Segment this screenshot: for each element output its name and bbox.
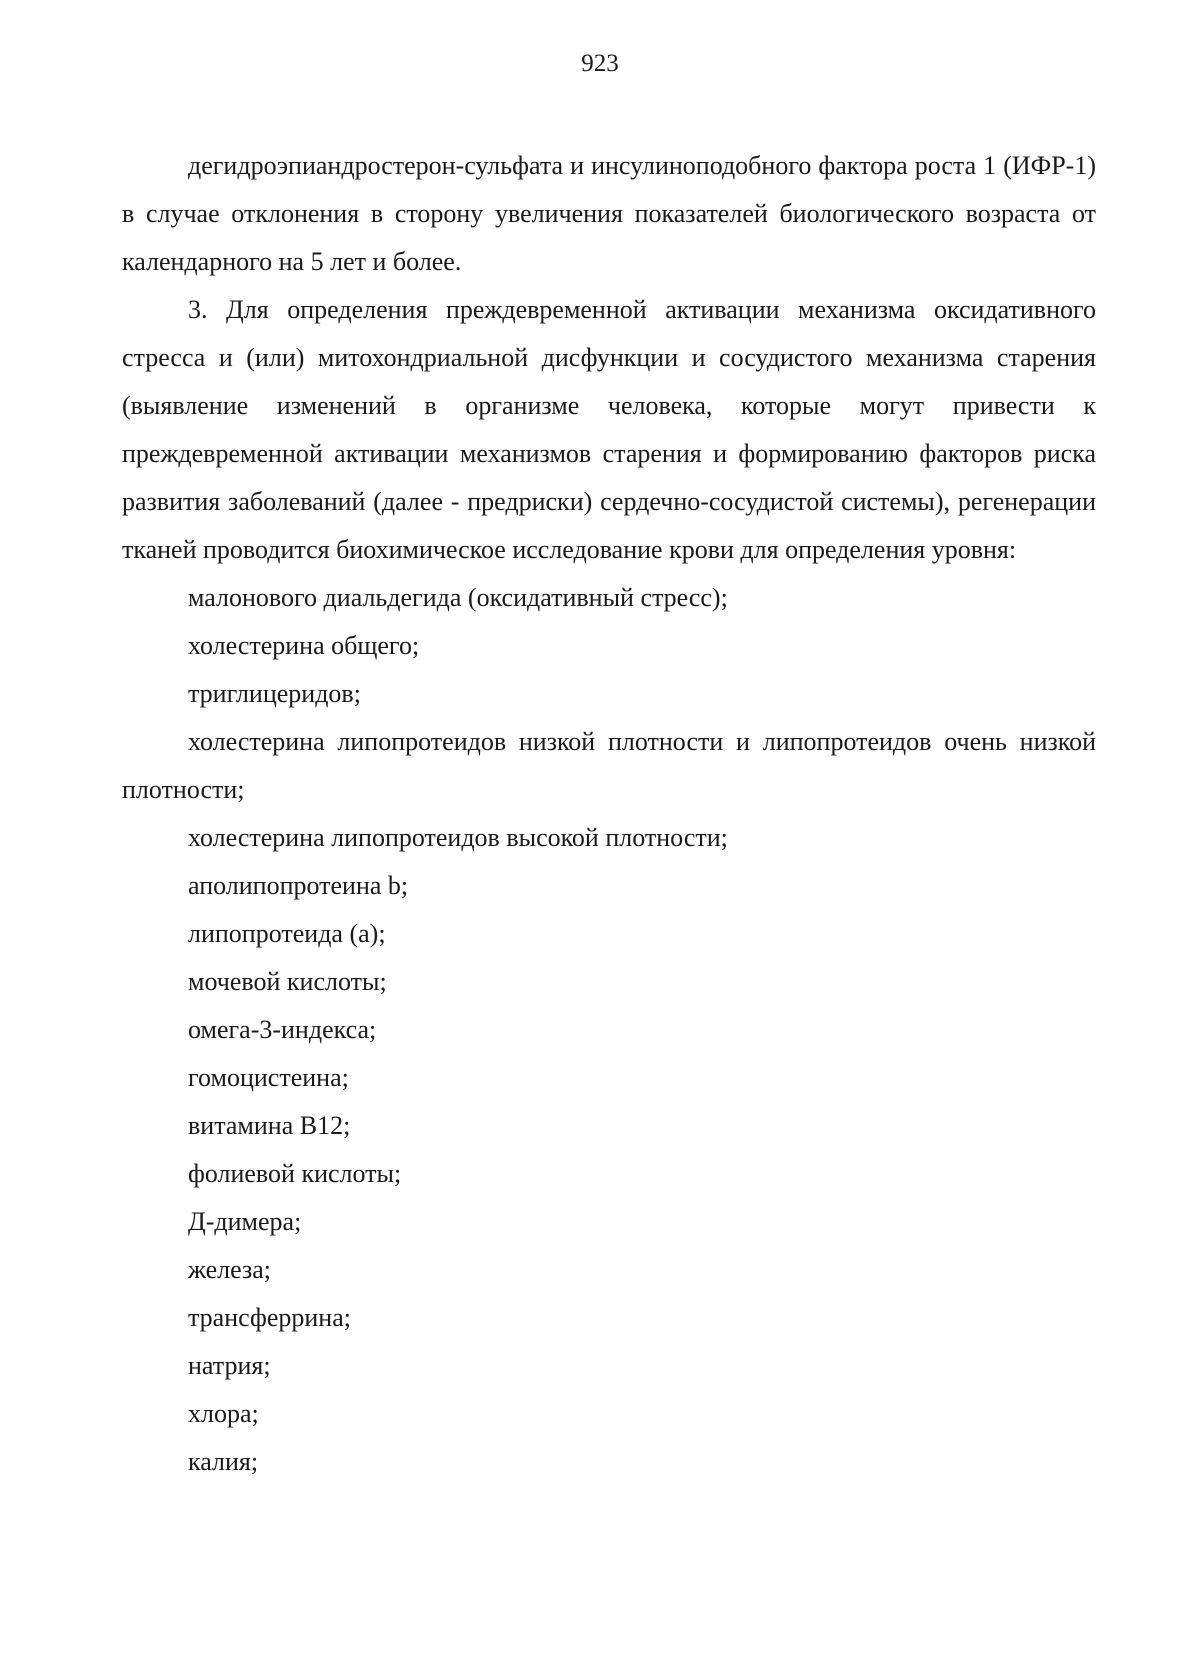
list-item: железа; — [188, 1255, 272, 1284]
list-item: хлора; — [188, 1399, 259, 1428]
list-item: холестерина липопротеидов высокой плотности; — [188, 823, 728, 852]
list-item: омега-3-индекса; — [188, 1015, 377, 1044]
continuation-paragraph: дегидроэпиандростерон-сульфата и инсулиноподобного фактора роста 1 (ИФР-1) в случае отклонения в сторону увеличения показателей биологического возраста от календарного на 5 лет и более. — [122, 151, 1096, 276]
paragraph-3: 3. Для определения преждевременной активации механизма оксидативного стресса и (или) митохондриальной дисфункции и сосудистого механизма старения (выявление изменений в организме человека, которые могут привести к преждевременной активации механизмов старения и формированию факторов риска развития заболеваний (далее - предриски) сердечно-сосудистой системы), регенерации тканей проводится биохимическое исследование крови для определения уровня: — [122, 295, 1096, 564]
list-item: витамина В12; — [188, 1111, 351, 1140]
list-item: натрия; — [188, 1351, 271, 1380]
list-item: трансферрина; — [188, 1303, 351, 1332]
document-body — [122, 142, 1096, 1486]
list-item: мочевой кислоты; — [188, 967, 387, 996]
list-item: холестерина липопротеидов низкой плотности и липопротеидов очень низкой плотности; — [122, 727, 1096, 804]
list-item: малонового диальдегида (оксидативный стресс); — [188, 583, 728, 612]
list-item: триглицеридов; — [188, 679, 361, 708]
list-item: фолиевой кислоты; — [188, 1159, 402, 1188]
list-item: аполипопротеина b; — [188, 871, 409, 900]
list-item: калия; — [188, 1447, 259, 1476]
list-item: Д-димера; — [188, 1207, 302, 1236]
list-item: гомоцистеина; — [188, 1063, 349, 1092]
page-number: 923 — [581, 50, 619, 77]
list-item: липопротеида (а); — [188, 919, 386, 948]
list-item: холестерина общего; — [188, 631, 420, 660]
